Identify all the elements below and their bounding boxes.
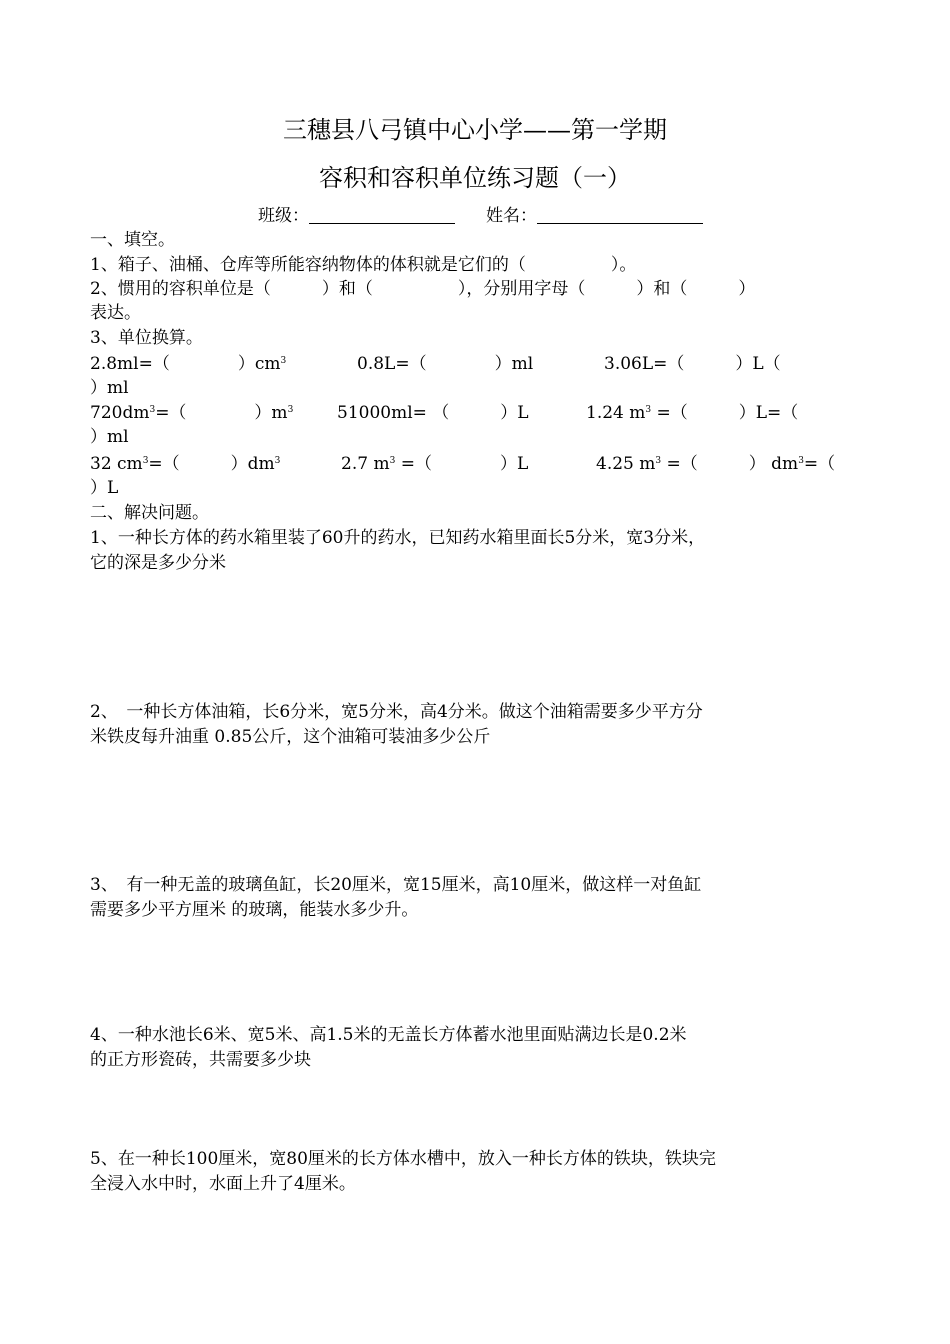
problem-2-line-1: 2、 一种长方体油箱，长6分米，宽5分米，高4分米。做这个油箱需要多少平方分 [90, 702, 703, 722]
problem-5-line-2: 全浸入水中时，水面上升了4厘米。 [90, 1174, 356, 1194]
problem-1-line-1: 1、一种长方体的药水箱里装了60升的药水，已知药水箱里面长5分米，宽3分米， [90, 528, 706, 548]
name-field [486, 204, 703, 228]
problem-2-line-2: 米铁皮每升油重 0.85公斤，这个油箱可装油多少公斤 [90, 727, 491, 747]
conversion-b3: 1.24 $m^3$ =（ ）L=（ [586, 403, 799, 423]
section-1-heading: 一、填空。 [90, 230, 175, 250]
page-title: 三穗县八弓镇中心小学——第一学期 [283, 116, 667, 144]
question-1: 1、箱子、油桶、仓库等所能容纳物体的体积就是它们的（ ）。 [90, 255, 637, 275]
problem-5-line-1: 5、在一种长100厘米，宽80厘米的长方体水槽中，放入一种长方体的铁块，铁块完 [90, 1149, 716, 1169]
conversion-c1: 32 $cm^3=$（ ）$dm^3$ [90, 454, 281, 474]
conversion-b3-end: ）ml [90, 427, 129, 447]
class-field [258, 204, 455, 228]
class-label: 班级： [258, 206, 309, 226]
class-blank[interactable] [309, 205, 455, 224]
name-label: 姓名： [486, 206, 537, 226]
name-blank[interactable] [537, 205, 703, 224]
conversion-b2: 51000ml= （ ）L [337, 403, 529, 423]
conversion-c2: 2.7 $m^3$ =（ ）L [341, 454, 529, 474]
question-3: 3、单位换算。 [90, 328, 203, 348]
conversion-a3: 3.06L=（ ）L（ [604, 354, 781, 374]
problem-3-line-1: 3、 有一种无盖的玻璃鱼缸，长20厘米，宽15厘米，高10厘米，做这样一对鱼缸 [90, 875, 702, 895]
conversion-a1: 2.8ml=（ ）$cm^3$ [90, 354, 287, 374]
conversion-b1: $720dm^3=$（ ）$m^3$ [90, 403, 294, 423]
conversion-a3-end: ）ml [90, 378, 129, 398]
problem-1-line-2: 它的深是多少分米 [90, 553, 226, 573]
question-2-line-2: 表达。 [90, 303, 141, 323]
page-subtitle: 容积和容积单位练习题（一） [319, 164, 631, 192]
conversion-a2: 0.8L=（ ）ml [357, 354, 534, 374]
section-2-heading: 二、解决问题。 [90, 503, 209, 523]
conversion-c3-end: ）L [90, 478, 119, 498]
problem-4-line-1: 4、一种水池长6米、宽5米、高1.5米的无盖长方体蓄水池里面贴满边长是0.2米 [90, 1025, 687, 1045]
conversion-c3: 4.25 $m^3$ =（ ） $dm^3=$（ [596, 454, 836, 474]
problem-3-line-2: 需要多少平方厘米 的玻璃，能装水多少升。 [90, 900, 419, 920]
question-2-line-1: 2、惯用的容积单位是（ ）和（ ），分别用字母（ ）和（ ） [90, 279, 756, 299]
problem-4-line-2: 的正方形瓷砖，共需要多少块 [90, 1050, 311, 1070]
